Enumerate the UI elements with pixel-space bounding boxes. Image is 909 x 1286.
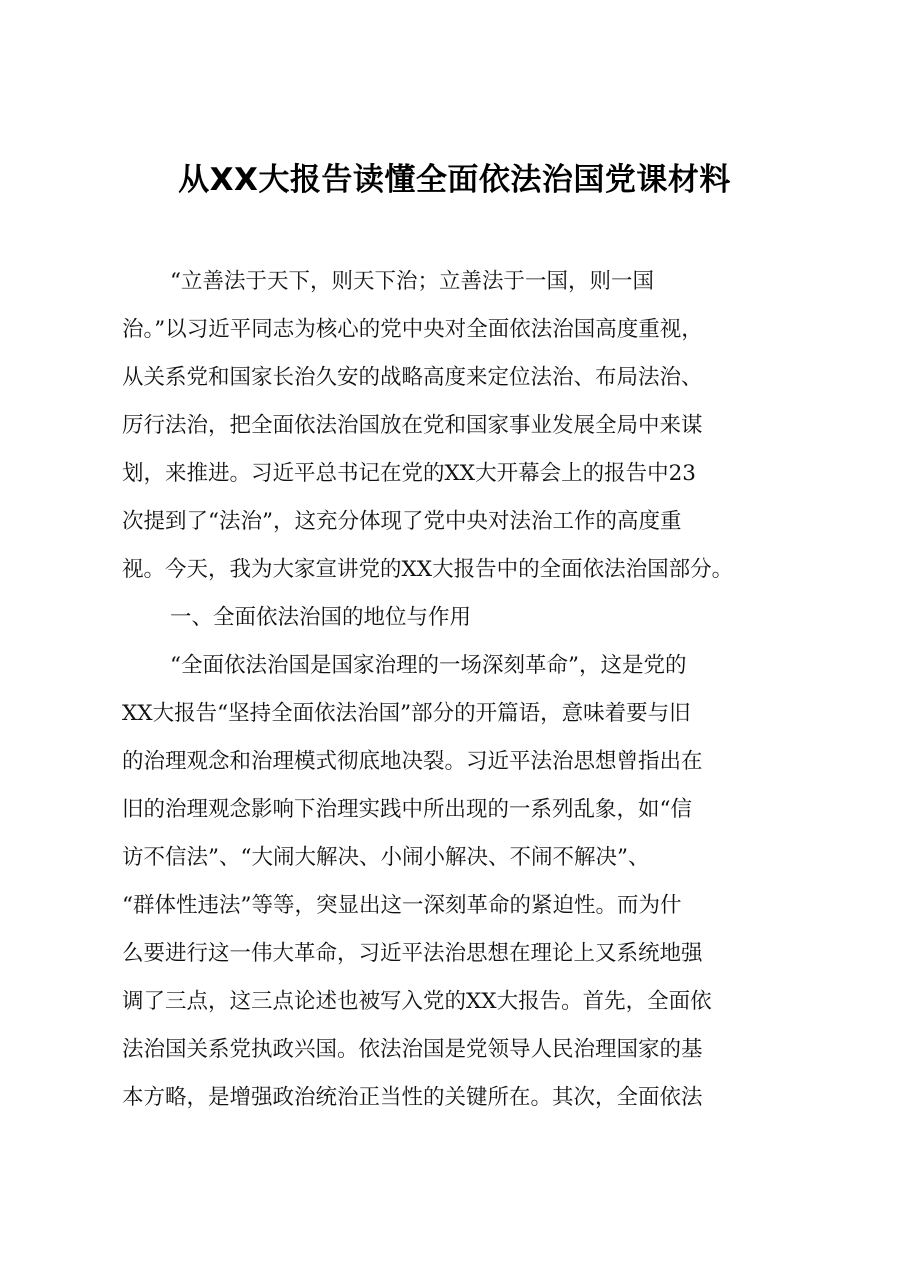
paragraph-2-line-7: 么要进行这一伟大革命，习近平法治思想在理论上又系统地强 bbox=[122, 941, 703, 966]
paragraph-2-line-9: 法治国关系党执政兴国。依法治国是党领导人民治理国家的基 bbox=[122, 1037, 703, 1062]
document-body bbox=[122, 258, 822, 1122]
paragraph-1-line-6: 次提到了“法治”，这充分体现了党中央对法治工作的高度重 bbox=[122, 509, 682, 534]
paragraph-2-line-5: 访不信法”、“大闹大解决、小闹小解决、不闹不解决”、 bbox=[122, 845, 650, 870]
paragraph-2-line-3: 的治理观念和治理模式彻底地决裂。习近平法治思想曾指出在 bbox=[122, 749, 703, 774]
paragraph-2-line-1: “全面依法治国是国家治理的一场深刻革命”，这是党的 bbox=[170, 653, 687, 678]
paragraph-1-line-5: 划，来推进。习近平总书记在党的XX大开幕会上的报告中23 bbox=[122, 461, 696, 486]
paragraph-1-line-3: 从关系党和国家长治久安的战略高度来定位法治、布局法治、 bbox=[122, 365, 703, 390]
paragraph-2-line-2: XX大报告“坚持全面依法治国”部分的开篇语，意味着要与旧 bbox=[122, 701, 691, 726]
paragraph-2-line-4: 旧的治理观念影响下治理实践中所出现的一系列乱象，如“信 bbox=[122, 797, 692, 822]
paragraph-1-line-7: 视。今天，我为大家宣讲党的XX大报告中的全面依法治国部分。 bbox=[122, 557, 734, 582]
paragraph-2-line-6: “群体性违法”等等，突显出这一深刻革命的紧迫性。而为什 bbox=[122, 893, 682, 918]
paragraph-1-line-2: 治。”以习近平同志为核心的党中央对全面依法治国高度重视， bbox=[122, 317, 703, 342]
section-heading: 一、全面依法治国的地位与作用 bbox=[170, 605, 472, 630]
paragraph-2-line-10: 本方略，是增强政治统治正当性的关键所在。其次，全面依法 bbox=[122, 1085, 703, 1110]
document-title: 从XX大报告读懂全面依法治国党课材料 bbox=[178, 162, 731, 198]
paragraph-1-line-1: “立善法于天下，则天下治；立善法于一国，则一国 bbox=[170, 269, 654, 294]
paragraph-2-line-8: 调了三点，这三点论述也被写入党的XX大报告。首先，全面依 bbox=[122, 989, 712, 1014]
paragraph-1-line-4: 厉行法治，把全面依法治国放在党和国家事业发展全局中来谋 bbox=[122, 413, 703, 438]
